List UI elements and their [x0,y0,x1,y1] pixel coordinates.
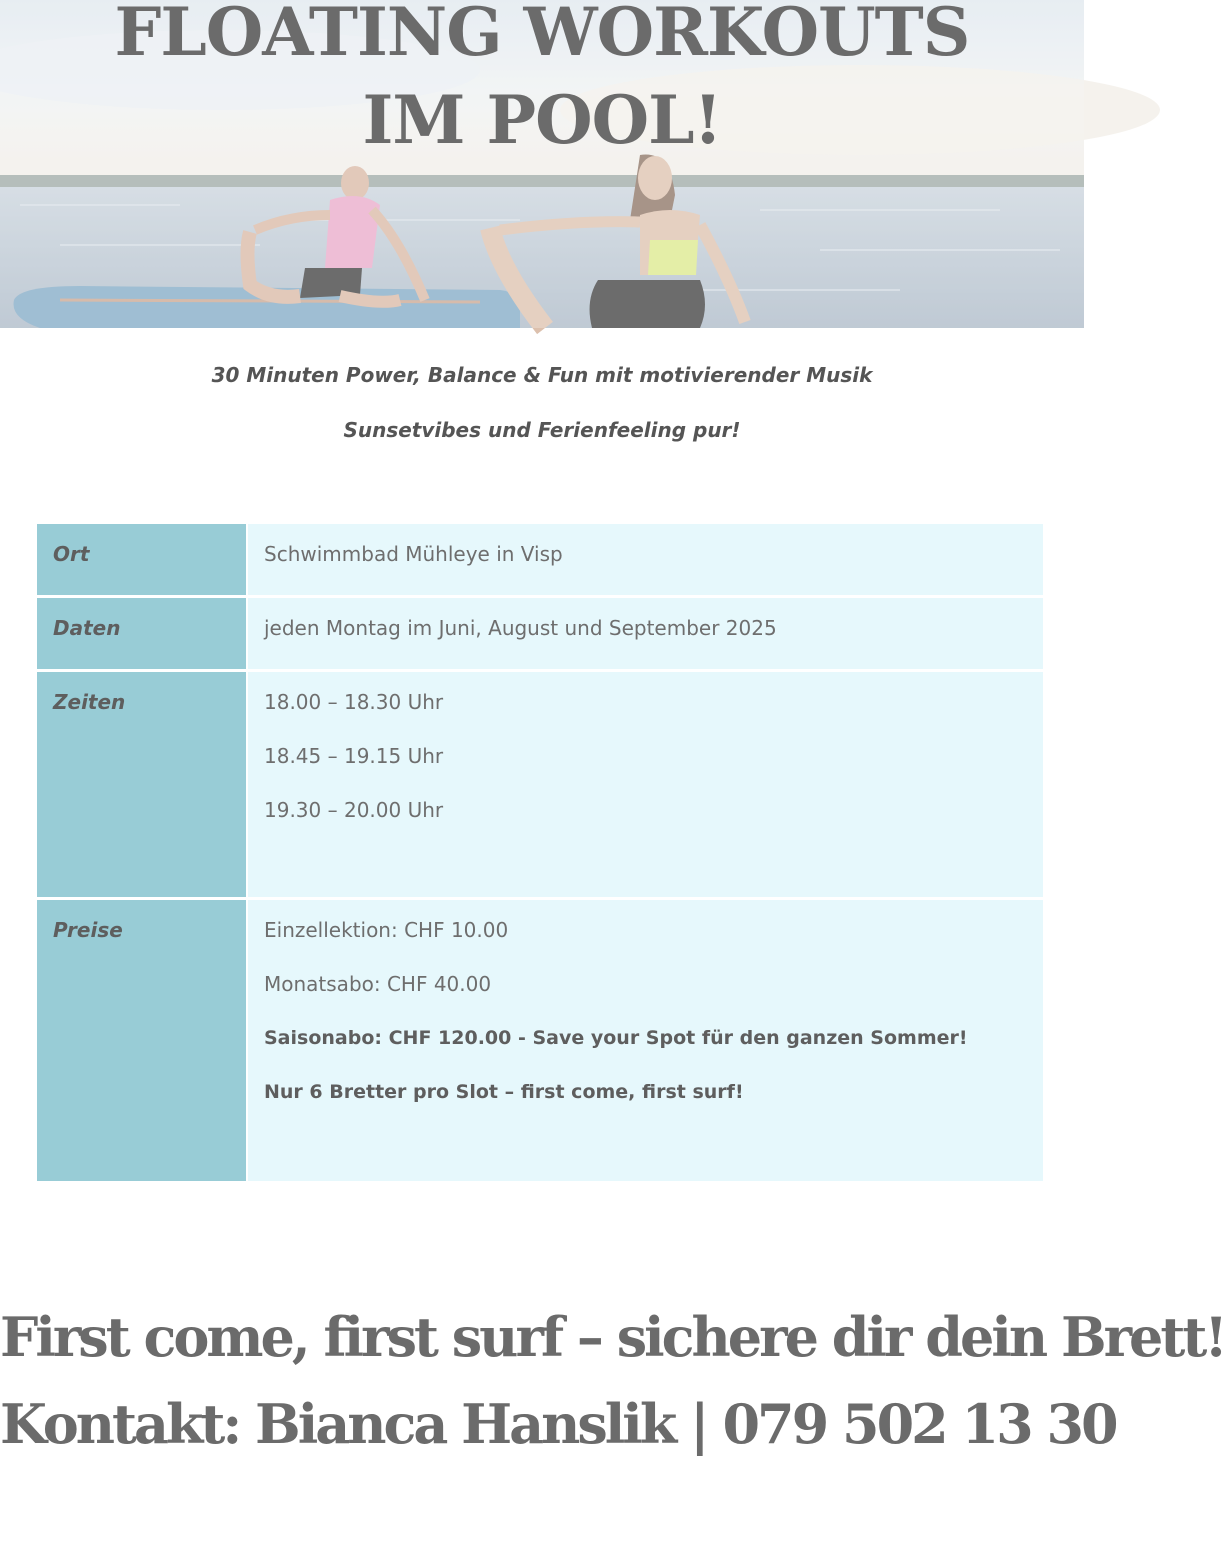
price-single: Einzellektion: CHF 10.00 [264,918,509,942]
title-line-1: FLOATING WORKOUTS [114,0,970,71]
contact-line: Kontakt: Bianca Hanslik | 079 502 13 30 [0,1392,1116,1456]
info-table [37,524,1043,1181]
hero-banner [0,0,1084,328]
table-row-daten [37,597,1043,671]
title-line-2: IM POOL! [362,81,722,159]
value-ort [247,524,1043,597]
value-zeiten [247,671,1043,899]
ort-value: Schwimmbad Mühleye in Visp [264,542,563,566]
time-slot: 18.00 – 18.30 Uhr [264,690,444,714]
label-zeiten [37,671,247,899]
price-monthly: Monatsabo: CHF 40.00 [264,972,492,996]
label-daten [37,597,247,671]
label-ort [37,524,247,597]
price-season: Saisonabo: CHF 120.00 - Save your Spot für den ganzen Sommer! [264,1027,968,1049]
time-slot: 19.30 – 20.00 Uhr [264,798,444,822]
label-zeiten-text: Zeiten [53,690,126,714]
table-row-zeiten [37,671,1043,899]
time-slot: 18.45 – 19.15 Uhr [264,744,444,768]
table-row-preise [37,899,1043,1182]
value-preise [247,899,1043,1182]
label-daten-text: Daten [53,616,121,640]
daten-value: jeden Montag im Juni, August und September 2025 [264,616,777,640]
label-preise [37,899,247,1182]
cta-headline: First come, first surf – sichere dir dein Brett! [0,1305,1225,1369]
label-ort-text: Ort [53,542,90,566]
value-daten [247,597,1043,671]
page-title [0,0,1084,164]
tagline-power: 30 Minuten Power, Balance & Fun mit motivierender Musik [211,363,873,387]
label-preise-text: Preise [53,918,123,942]
table-row-ort [37,524,1043,597]
slot-limit-note: Nur 6 Bretter pro Slot – first come, first surf! [264,1081,744,1103]
tagline-sunset: Sunsetvibes und Ferienfeeling pur! [343,418,741,442]
